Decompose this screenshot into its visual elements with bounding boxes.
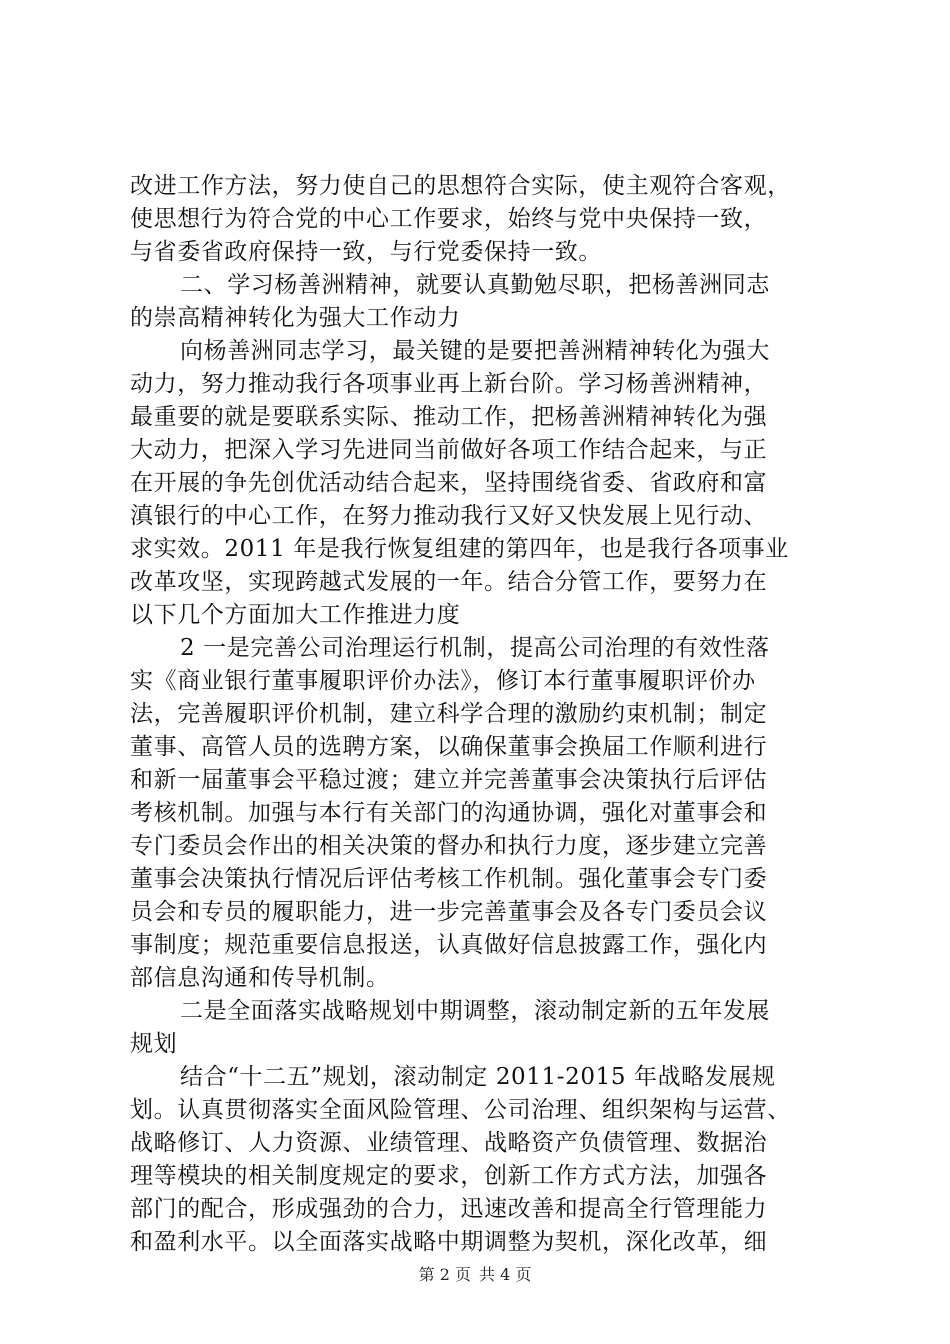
text-line: 2 一是完善公司治理运行机制，提高公司治理的有效性落 <box>180 635 770 661</box>
text-line: 改进工作方法，努力使自己的思想符合实际，使主观符合客观， <box>130 173 791 199</box>
text-line: 滇银行的中心工作，在努力推动我行又好又快发展上见行动、 <box>130 503 768 529</box>
text-line: 和盈利水平。以全面落实战略中期调整为契机，深化改革，细 <box>130 1229 768 1255</box>
text-line: 动力，努力推动我行各项事业再上新台阶。学习杨善洲精神， <box>130 371 768 397</box>
text-line: 法，完善履职评价机制，建立科学合理的激励约束机制；制定 <box>130 701 768 727</box>
text-line: 实《商业银行董事履职评价办法》，修订本行董事履职评价办 <box>130 668 756 694</box>
section-heading-cont: 的崇高精神转化为强大工作动力 <box>130 305 461 331</box>
text-line: 考核机制。加强与本行有关部门的沟通协调，强化对董事会和 <box>130 800 768 826</box>
text-line: 董事、高管人员的选聘方案，以确保董事会换届工作顺利进行 <box>130 734 768 760</box>
text-line: 和新一届董事会平稳过渡；建立并完善董事会决策执行后评估 <box>130 767 768 793</box>
text-line: 求实效。2011 年是我行恢复组建的第四年，也是我行各项事业 <box>130 536 789 562</box>
section-heading-cont: 规划 <box>130 1031 178 1057</box>
section-heading: 二是全面落实战略规划中期调整，滚动制定新的五年发展 <box>180 998 770 1024</box>
text-line: 与省委省政府保持一致，与行党委保持一致。 <box>130 239 602 265</box>
text-line: 改革攻坚，实现跨越式发展的一年。结合分管工作，要努力在 <box>130 569 768 595</box>
section-heading: 二、学习杨善洲精神，就要认真勤勉尽职，把杨善洲同志 <box>180 272 770 298</box>
text-line: 理等模块的相关制度规定的要求，创新工作方式方法，加强各 <box>130 1163 768 1189</box>
text-line: 在开展的争先创优活动结合起来，坚持围绕省委、省政府和富 <box>130 470 768 496</box>
document-body <box>130 170 830 1259</box>
text-line: 事制度；规范重要信息报送，认真做好信息披露工作，强化内 <box>130 932 768 958</box>
text-line: 部信息沟通和传导机制。 <box>130 965 390 991</box>
page-number: 第 2 页 <box>418 1265 471 1284</box>
text-line: 大动力，把深入学习先进同当前做好各项工作结合起来，与正 <box>130 437 768 463</box>
page-footer <box>0 1262 950 1285</box>
page-total: 共 4 页 <box>479 1265 532 1284</box>
text-line: 使思想行为符合党的中心工作要求，始终与党中央保持一致， <box>130 206 768 232</box>
text-line: 专门委员会作出的相关决策的督办和执行力度，逐步建立完善 <box>130 833 768 859</box>
text-line: 结合“十二五”规划，滚动制定 2011-2015 年战略发展规 <box>180 1064 776 1090</box>
text-line: 以下几个方面加大工作推进力度 <box>130 602 461 628</box>
text-line: 员会和专员的履职能力，进一步完善董事会及各专门委员会议 <box>130 899 768 925</box>
text-line: 董事会决策执行情况后评估考核工作机制。强化董事会专门委 <box>130 866 768 892</box>
text-line: 部门的配合，形成强劲的合力，迅速改善和提高全行管理能力 <box>130 1196 768 1222</box>
text-line: 最重要的就是要联系实际、推动工作，把杨善洲精神转化为强 <box>130 404 768 430</box>
text-line: 划。认真贯彻落实全面风险管理、公司治理、组织架构与运营、 <box>130 1097 791 1123</box>
text-line: 向杨善洲同志学习，最关键的是要把善洲精神转化为强大 <box>180 338 770 364</box>
text-line: 战略修订、人力资源、业绩管理、战略资产负债管理、数据治 <box>130 1130 768 1156</box>
